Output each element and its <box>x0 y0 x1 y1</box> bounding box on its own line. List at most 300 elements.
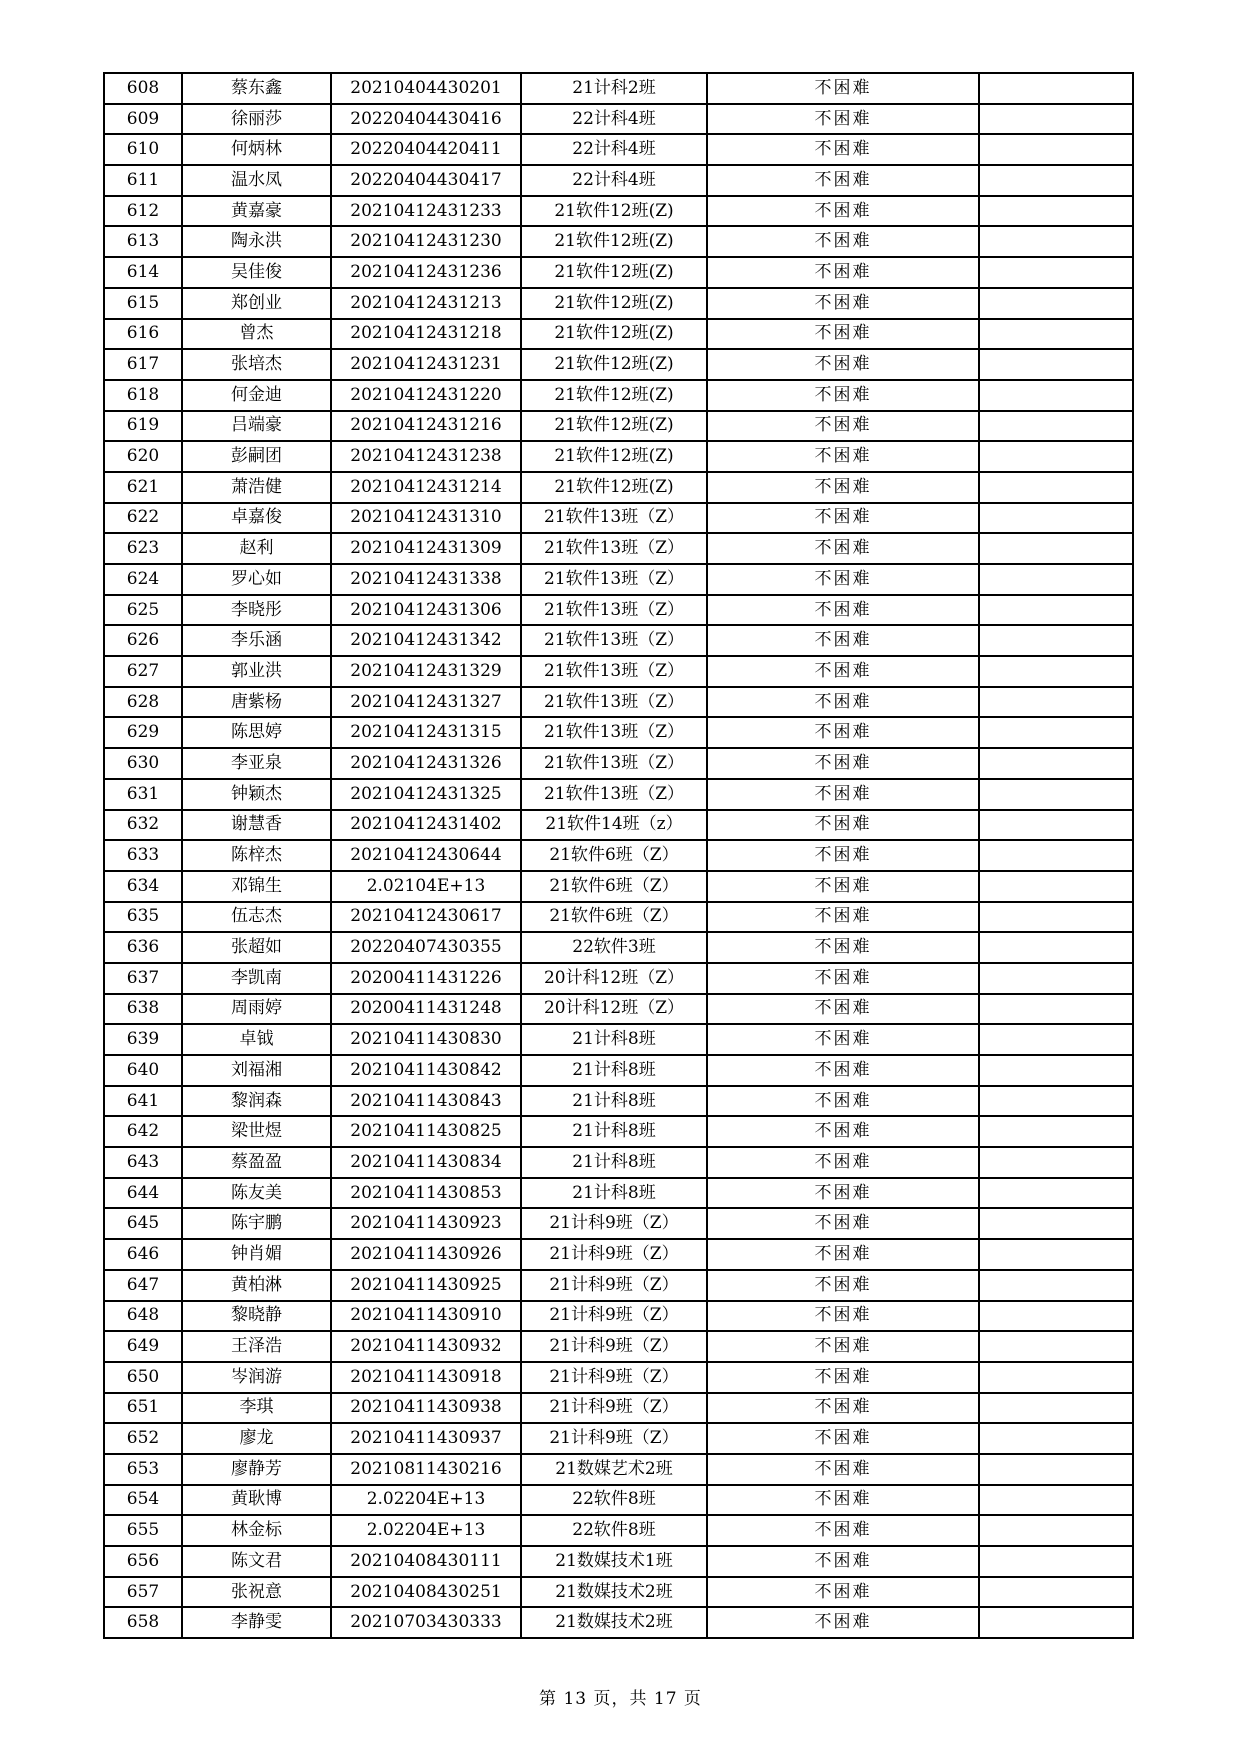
table-row <box>104 73 1133 104</box>
cell-student-id: 20210411430925 <box>331 1270 521 1301</box>
cell-difficulty-status: 不困难 <box>707 902 979 933</box>
cell-class-name: 21软件12班(Z) <box>521 196 707 227</box>
cell-student-id: 20210411430926 <box>331 1239 521 1270</box>
cell-student-name: 温水凤 <box>182 165 331 196</box>
cell-student-id: 20210411430910 <box>331 1301 521 1332</box>
cell-row-number: 644 <box>104 1178 182 1209</box>
table-row <box>104 994 1133 1025</box>
cell-row-number: 652 <box>104 1423 182 1454</box>
cell-note-empty <box>979 902 1133 933</box>
cell-student-name: 彭嗣团 <box>182 441 331 472</box>
cell-student-name: 萧浩健 <box>182 472 331 503</box>
cell-difficulty-status: 不困难 <box>707 134 979 165</box>
cell-difficulty-status: 不困难 <box>707 779 979 810</box>
cell-student-id: 20210412430617 <box>331 902 521 933</box>
cell-student-name: 曾杰 <box>182 319 331 350</box>
cell-student-id: 20210412431310 <box>331 503 521 534</box>
cell-note-empty <box>979 226 1133 257</box>
cell-class-name: 22计科4班 <box>521 104 707 135</box>
cell-note-empty <box>979 1423 1133 1454</box>
cell-difficulty-status: 不困难 <box>707 810 979 841</box>
cell-note-empty <box>979 503 1133 534</box>
cell-student-id: 20210703430333 <box>331 1607 521 1638</box>
cell-student-id: 20200411431226 <box>331 963 521 994</box>
cell-difficulty-status: 不困难 <box>707 1362 979 1393</box>
cell-student-name: 蔡东鑫 <box>182 73 331 104</box>
table-row <box>104 134 1133 165</box>
cell-student-id: 20220404420411 <box>331 134 521 165</box>
cell-note-empty <box>979 656 1133 687</box>
table-row <box>104 441 1133 472</box>
cell-class-name: 21计科8班 <box>521 1178 707 1209</box>
cell-row-number: 642 <box>104 1116 182 1147</box>
cell-row-number: 655 <box>104 1515 182 1546</box>
cell-note-empty <box>979 134 1133 165</box>
table-row <box>104 1116 1133 1147</box>
cell-student-name: 李晓彤 <box>182 595 331 626</box>
table-row <box>104 932 1133 963</box>
table-row <box>104 840 1133 871</box>
cell-note-empty <box>979 1546 1133 1577</box>
table-row <box>104 1024 1133 1055</box>
cell-class-name: 21计科9班（Z） <box>521 1423 707 1454</box>
cell-class-name: 21软件12班(Z) <box>521 319 707 350</box>
cell-student-id: 20200411431248 <box>331 994 521 1025</box>
table-row <box>104 226 1133 257</box>
cell-student-id: 20210412431238 <box>331 441 521 472</box>
cell-difficulty-status: 不困难 <box>707 687 979 718</box>
cell-note-empty <box>979 1362 1133 1393</box>
cell-class-name: 21软件13班（Z） <box>521 533 707 564</box>
cell-row-number: 620 <box>104 441 182 472</box>
cell-student-id: 20210411430918 <box>331 1362 521 1393</box>
cell-row-number: 614 <box>104 257 182 288</box>
cell-student-name: 陈文君 <box>182 1546 331 1577</box>
cell-student-name: 黄耿博 <box>182 1485 331 1516</box>
table-row <box>104 1178 1133 1209</box>
cell-row-number: 616 <box>104 319 182 350</box>
cell-class-name: 21软件13班（Z） <box>521 503 707 534</box>
table-row <box>104 1239 1133 1270</box>
cell-class-name: 21软件13班（Z） <box>521 717 707 748</box>
cell-student-name: 李凯南 <box>182 963 331 994</box>
cell-note-empty <box>979 687 1133 718</box>
cell-note-empty <box>979 717 1133 748</box>
page-number-label: 第 13 页，共 17 页 <box>539 1689 702 1709</box>
cell-row-number: 629 <box>104 717 182 748</box>
cell-difficulty-status: 不困难 <box>707 1239 979 1270</box>
cell-student-name: 陈梓杰 <box>182 840 331 871</box>
table-row <box>104 1546 1133 1577</box>
cell-student-id: 20220404430417 <box>331 165 521 196</box>
cell-class-name: 20计科12班（Z） <box>521 994 707 1025</box>
cell-student-id: 20220404430416 <box>331 104 521 135</box>
cell-student-id: 20210411430923 <box>331 1208 521 1239</box>
cell-student-name: 黄嘉豪 <box>182 196 331 227</box>
cell-difficulty-status: 不困难 <box>707 257 979 288</box>
cell-difficulty-status: 不困难 <box>707 104 979 135</box>
cell-student-name: 李静雯 <box>182 1607 331 1638</box>
cell-note-empty <box>979 288 1133 319</box>
cell-note-empty <box>979 994 1133 1025</box>
table-row <box>104 104 1133 135</box>
table-row <box>104 748 1133 779</box>
cell-row-number: 619 <box>104 411 182 442</box>
cell-class-name: 21软件6班（Z） <box>521 840 707 871</box>
table-row <box>104 1607 1133 1638</box>
cell-note-empty <box>979 1607 1133 1638</box>
cell-row-number: 636 <box>104 932 182 963</box>
cell-student-id: 20210411430842 <box>331 1055 521 1086</box>
cell-student-name: 张培杰 <box>182 349 331 380</box>
cell-difficulty-status: 不困难 <box>707 1270 979 1301</box>
cell-row-number: 624 <box>104 564 182 595</box>
cell-student-id: 20210412431326 <box>331 748 521 779</box>
table-row <box>104 411 1133 442</box>
cell-student-id: 20210412431402 <box>331 810 521 841</box>
cell-difficulty-status: 不困难 <box>707 1147 979 1178</box>
cell-row-number: 638 <box>104 994 182 1025</box>
cell-student-id: 20210412431214 <box>331 472 521 503</box>
cell-note-empty <box>979 1515 1133 1546</box>
table-row <box>104 1423 1133 1454</box>
cell-class-name: 21计科9班（Z） <box>521 1362 707 1393</box>
cell-class-name: 21计科2班 <box>521 73 707 104</box>
cell-difficulty-status: 不困难 <box>707 1301 979 1332</box>
cell-difficulty-status: 不困难 <box>707 196 979 227</box>
cell-difficulty-status: 不困难 <box>707 1546 979 1577</box>
table-row <box>104 257 1133 288</box>
cell-class-name: 21计科8班 <box>521 1147 707 1178</box>
table-row <box>104 902 1133 933</box>
cell-student-name: 岑润游 <box>182 1362 331 1393</box>
cell-row-number: 637 <box>104 963 182 994</box>
cell-student-name: 黎润森 <box>182 1086 331 1117</box>
cell-difficulty-status: 不困难 <box>707 1331 979 1362</box>
cell-class-name: 21软件13班（Z） <box>521 748 707 779</box>
table-row <box>104 871 1133 902</box>
cell-class-name: 21数媒技术1班 <box>521 1546 707 1577</box>
cell-difficulty-status: 不困难 <box>707 1024 979 1055</box>
cell-difficulty-status: 不困难 <box>707 165 979 196</box>
cell-student-name: 陈宇鹏 <box>182 1208 331 1239</box>
cell-note-empty <box>979 1270 1133 1301</box>
cell-student-id: 2.02104E+13 <box>331 871 521 902</box>
cell-row-number: 643 <box>104 1147 182 1178</box>
cell-row-number: 625 <box>104 595 182 626</box>
cell-note-empty <box>979 257 1133 288</box>
cell-note-empty <box>979 779 1133 810</box>
table-row <box>104 1301 1133 1332</box>
cell-difficulty-status: 不困难 <box>707 1116 979 1147</box>
cell-student-name: 何炳林 <box>182 134 331 165</box>
table-row <box>104 1208 1133 1239</box>
table-row <box>104 319 1133 350</box>
table-row <box>104 779 1133 810</box>
cell-student-id: 20210411430825 <box>331 1116 521 1147</box>
cell-difficulty-status: 不困难 <box>707 1393 979 1424</box>
cell-student-id: 20210412431216 <box>331 411 521 442</box>
cell-row-number: 627 <box>104 656 182 687</box>
table-row <box>104 595 1133 626</box>
cell-row-number: 610 <box>104 134 182 165</box>
cell-class-name: 21软件13班（Z） <box>521 595 707 626</box>
cell-student-id: 20210412431327 <box>331 687 521 718</box>
cell-difficulty-status: 不困难 <box>707 380 979 411</box>
cell-student-id: 20210411430843 <box>331 1086 521 1117</box>
cell-student-name: 李琪 <box>182 1393 331 1424</box>
cell-student-name: 刘福湘 <box>182 1055 331 1086</box>
cell-row-number: 651 <box>104 1393 182 1424</box>
cell-student-id: 20210411430830 <box>331 1024 521 1055</box>
cell-row-number: 647 <box>104 1270 182 1301</box>
table-row <box>104 1055 1133 1086</box>
cell-difficulty-status: 不困难 <box>707 656 979 687</box>
cell-note-empty <box>979 73 1133 104</box>
cell-student-name: 梁世煜 <box>182 1116 331 1147</box>
cell-difficulty-status: 不困难 <box>707 472 979 503</box>
cell-row-number: 640 <box>104 1055 182 1086</box>
cell-row-number: 617 <box>104 349 182 380</box>
cell-student-id: 20210412431329 <box>331 656 521 687</box>
cell-difficulty-status: 不困难 <box>707 1086 979 1117</box>
cell-student-name: 蔡盈盈 <box>182 1147 331 1178</box>
student-table-body <box>104 73 1133 1638</box>
cell-class-name: 21软件12班(Z) <box>521 441 707 472</box>
cell-difficulty-status: 不困难 <box>707 503 979 534</box>
cell-student-name: 黄柏淋 <box>182 1270 331 1301</box>
cell-student-id: 20210404430201 <box>331 73 521 104</box>
cell-row-number: 613 <box>104 226 182 257</box>
cell-row-number: 626 <box>104 625 182 656</box>
cell-student-name: 周雨婷 <box>182 994 331 1025</box>
cell-student-id: 20210412431231 <box>331 349 521 380</box>
cell-student-name: 吴佳俊 <box>182 257 331 288</box>
cell-student-name: 赵利 <box>182 533 331 564</box>
cell-difficulty-status: 不困难 <box>707 963 979 994</box>
cell-note-empty <box>979 196 1133 227</box>
cell-note-empty <box>979 472 1133 503</box>
cell-class-name: 21计科8班 <box>521 1055 707 1086</box>
cell-student-name: 张祝意 <box>182 1577 331 1608</box>
table-row <box>104 687 1133 718</box>
cell-note-empty <box>979 1485 1133 1516</box>
cell-note-empty <box>979 1086 1133 1117</box>
cell-class-name: 22计科4班 <box>521 165 707 196</box>
cell-student-id: 20210412431342 <box>331 625 521 656</box>
cell-class-name: 21软件12班(Z) <box>521 226 707 257</box>
table-row <box>104 810 1133 841</box>
cell-note-empty <box>979 1393 1133 1424</box>
cell-class-name: 21软件12班(Z) <box>521 288 707 319</box>
cell-student-id: 20210412431220 <box>331 380 521 411</box>
table-row <box>104 503 1133 534</box>
cell-class-name: 21计科8班 <box>521 1086 707 1117</box>
cell-difficulty-status: 不困难 <box>707 1485 979 1516</box>
cell-student-name: 张超如 <box>182 932 331 963</box>
cell-note-empty <box>979 1178 1133 1209</box>
cell-difficulty-status: 不困难 <box>707 748 979 779</box>
cell-row-number: 645 <box>104 1208 182 1239</box>
cell-row-number: 615 <box>104 288 182 319</box>
cell-student-id: 20210408430111 <box>331 1546 521 1577</box>
table-row <box>104 1147 1133 1178</box>
cell-student-id: 20210811430216 <box>331 1454 521 1485</box>
cell-note-empty <box>979 1331 1133 1362</box>
cell-student-name: 李亚泉 <box>182 748 331 779</box>
cell-student-name: 陈友美 <box>182 1178 331 1209</box>
cell-student-id: 20210411430937 <box>331 1423 521 1454</box>
cell-class-name: 21软件13班（Z） <box>521 779 707 810</box>
table-row <box>104 472 1133 503</box>
cell-class-name: 22软件8班 <box>521 1485 707 1516</box>
cell-student-id: 20210412431306 <box>331 595 521 626</box>
cell-student-name: 陈思婷 <box>182 717 331 748</box>
table-row <box>104 1270 1133 1301</box>
cell-row-number: 653 <box>104 1454 182 1485</box>
cell-student-id: 20210412430644 <box>331 840 521 871</box>
cell-row-number: 656 <box>104 1546 182 1577</box>
cell-class-name: 21软件13班（Z） <box>521 564 707 595</box>
cell-student-id: 20220407430355 <box>331 932 521 963</box>
cell-student-id: 20210411430938 <box>331 1393 521 1424</box>
cell-class-name: 21软件6班（Z） <box>521 902 707 933</box>
cell-row-number: 632 <box>104 810 182 841</box>
table-row <box>104 165 1133 196</box>
cell-student-name: 谢慧香 <box>182 810 331 841</box>
cell-difficulty-status: 不困难 <box>707 1454 979 1485</box>
cell-student-name: 徐丽莎 <box>182 104 331 135</box>
table-row <box>104 1577 1133 1608</box>
cell-note-empty <box>979 380 1133 411</box>
cell-student-name: 邓锦生 <box>182 871 331 902</box>
cell-difficulty-status: 不困难 <box>707 932 979 963</box>
cell-difficulty-status: 不困难 <box>707 871 979 902</box>
cell-difficulty-status: 不困难 <box>707 1178 979 1209</box>
cell-note-empty <box>979 319 1133 350</box>
cell-student-id: 20210412431233 <box>331 196 521 227</box>
cell-class-name: 21软件13班（Z） <box>521 656 707 687</box>
cell-difficulty-status: 不困难 <box>707 717 979 748</box>
cell-note-empty <box>979 349 1133 380</box>
cell-row-number: 608 <box>104 73 182 104</box>
cell-difficulty-status: 不困难 <box>707 1055 979 1086</box>
cell-student-id: 20210412431338 <box>331 564 521 595</box>
table-row <box>104 1515 1133 1546</box>
cell-difficulty-status: 不困难 <box>707 1423 979 1454</box>
table-row <box>104 1393 1133 1424</box>
page-footer <box>0 1684 1241 1709</box>
cell-class-name: 21软件12班(Z) <box>521 349 707 380</box>
cell-difficulty-status: 不困难 <box>707 564 979 595</box>
cell-note-empty <box>979 165 1133 196</box>
cell-student-id: 20210412431315 <box>331 717 521 748</box>
cell-note-empty <box>979 840 1133 871</box>
cell-student-id: 2.02204E+13 <box>331 1485 521 1516</box>
cell-row-number: 657 <box>104 1577 182 1608</box>
table-row <box>104 533 1133 564</box>
table-row <box>104 656 1133 687</box>
cell-note-empty <box>979 1239 1133 1270</box>
cell-row-number: 635 <box>104 902 182 933</box>
cell-student-name: 陶永洪 <box>182 226 331 257</box>
cell-student-name: 罗心如 <box>182 564 331 595</box>
cell-difficulty-status: 不困难 <box>707 1577 979 1608</box>
cell-row-number: 639 <box>104 1024 182 1055</box>
cell-class-name: 21软件12班(Z) <box>521 380 707 411</box>
cell-class-name: 21软件6班（Z） <box>521 871 707 902</box>
cell-row-number: 649 <box>104 1331 182 1362</box>
cell-student-name: 何金迪 <box>182 380 331 411</box>
cell-student-name: 吕端豪 <box>182 411 331 442</box>
cell-student-id: 20210411430853 <box>331 1178 521 1209</box>
cell-student-name: 廖龙 <box>182 1423 331 1454</box>
table-row <box>104 380 1133 411</box>
cell-class-name: 22计科4班 <box>521 134 707 165</box>
cell-difficulty-status: 不困难 <box>707 226 979 257</box>
cell-difficulty-status: 不困难 <box>707 994 979 1025</box>
cell-student-name: 卓嘉俊 <box>182 503 331 534</box>
cell-row-number: 622 <box>104 503 182 534</box>
table-row <box>104 288 1133 319</box>
cell-student-id: 20210412431325 <box>331 779 521 810</box>
cell-student-id: 20210411430932 <box>331 1331 521 1362</box>
cell-difficulty-status: 不困难 <box>707 595 979 626</box>
cell-difficulty-status: 不困难 <box>707 441 979 472</box>
cell-class-name: 21计科9班（Z） <box>521 1270 707 1301</box>
cell-student-name: 林金标 <box>182 1515 331 1546</box>
cell-note-empty <box>979 1577 1133 1608</box>
cell-row-number: 609 <box>104 104 182 135</box>
cell-class-name: 21软件12班(Z) <box>521 257 707 288</box>
cell-class-name: 21软件12班(Z) <box>521 411 707 442</box>
cell-note-empty <box>979 1116 1133 1147</box>
cell-class-name: 21软件14班（z） <box>521 810 707 841</box>
cell-difficulty-status: 不困难 <box>707 533 979 564</box>
table-row <box>104 196 1133 227</box>
cell-class-name: 21数媒艺术2班 <box>521 1454 707 1485</box>
cell-row-number: 650 <box>104 1362 182 1393</box>
cell-student-name: 王泽浩 <box>182 1331 331 1362</box>
cell-note-empty <box>979 1208 1133 1239</box>
cell-difficulty-status: 不困难 <box>707 625 979 656</box>
table-row <box>104 1086 1133 1117</box>
cell-note-empty <box>979 932 1133 963</box>
cell-row-number: 654 <box>104 1485 182 1516</box>
cell-difficulty-status: 不困难 <box>707 319 979 350</box>
cell-difficulty-status: 不困难 <box>707 1208 979 1239</box>
table-row <box>104 564 1133 595</box>
cell-difficulty-status: 不困难 <box>707 1607 979 1638</box>
cell-row-number: 611 <box>104 165 182 196</box>
cell-student-name: 伍志杰 <box>182 902 331 933</box>
table-row <box>104 1362 1133 1393</box>
cell-difficulty-status: 不困难 <box>707 411 979 442</box>
cell-class-name: 21软件13班（Z） <box>521 625 707 656</box>
cell-note-empty <box>979 595 1133 626</box>
cell-student-name: 钟颖杰 <box>182 779 331 810</box>
cell-class-name: 21计科9班（Z） <box>521 1301 707 1332</box>
cell-class-name: 21计科9班（Z） <box>521 1331 707 1362</box>
cell-student-name: 唐紫杨 <box>182 687 331 718</box>
cell-note-empty <box>979 810 1133 841</box>
cell-row-number: 630 <box>104 748 182 779</box>
cell-class-name: 21数媒技术2班 <box>521 1577 707 1608</box>
table-row <box>104 1454 1133 1485</box>
cell-note-empty <box>979 441 1133 472</box>
cell-student-name: 钟肖媚 <box>182 1239 331 1270</box>
cell-row-number: 646 <box>104 1239 182 1270</box>
